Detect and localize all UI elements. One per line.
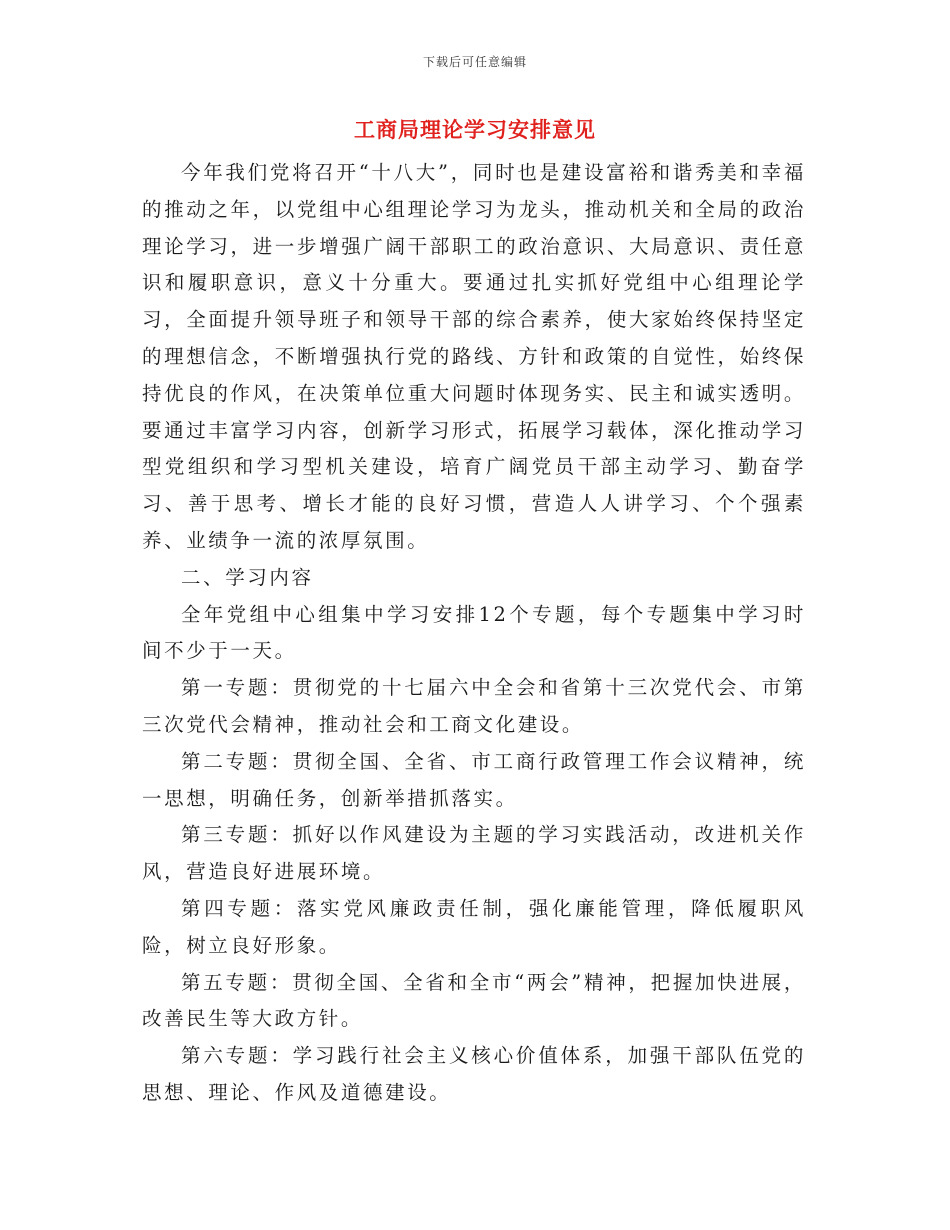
paragraph-topic-2: 第二专题：贯彻全国、全省、市工商行政管理工作会议精神，统一思想，明确任务，创新举措抓落实。 bbox=[142, 749, 806, 810]
paragraph-overview: 全年党组中心组集中学习安排12个专题，每个专题集中学习时间不少于一天。 bbox=[142, 602, 806, 663]
paragraph-topic-3: 第三专题：抓好以作风建设为主题的学习实践活动，改进机关作风，营造良好进展环境。 bbox=[142, 823, 806, 884]
section-heading-study-content: 二、学习内容 bbox=[181, 565, 314, 589]
paragraph-intro: 今年我们党将召开“十八大”，同时也是建设富裕和谐秀美和幸福的推动之年，以党组中心组理论学习为龙头，推动机关和全局的政治理论学习，进一步增强广阔干部职工的政治意识、大局意识、责任意识和履职意识，意义十分重大。要通过扎实抓好党组中心组理论学习，全面提升领导班子和领导干部的综合素养，使大家始终保持坚定的理想信念，不断增强执行党的路线、方针和政策的自觉性，始终保持优良的作风，在决策单位重大问题时体现务实、民主和诚实透明。要通过丰富学习内容，创新学习形式，拓展学习载体，深化推动学习型党组织和学习型机关建设，培育广阔党员干部主动学习、勤奋学习、善于思考、增长才能的良好习惯，营造人人讲学习、个个强素养、业绩争一流的浓厚氛围。 bbox=[142, 161, 806, 552]
header-note: 下载后可任意编辑 bbox=[422, 55, 527, 69]
paragraph-topic-6: 第六专题：学习践行社会主义核心价值体系，加强干部队伍党的思想、理论、作风及道德建设。 bbox=[142, 1044, 806, 1104]
paragraph-topic-5: 第五专题：贯彻全国、全省和全市“两会”精神，把握加快进展，改善民生等大政方针。 bbox=[142, 970, 806, 1031]
document-body bbox=[142, 155, 806, 1112]
paragraph-topic-1: 第一专题：贯彻党的十七届六中全会和省第十三次党代会、市第三次党代会精神，推动社会和工商文化建设。 bbox=[142, 676, 806, 736]
document-title: 工商局理论学习安排意见 bbox=[354, 117, 596, 142]
paragraph-topic-4: 第四专题：落实党风廉政责任制，强化廉能管理，降低履职风险，树立良好形象。 bbox=[142, 896, 806, 957]
